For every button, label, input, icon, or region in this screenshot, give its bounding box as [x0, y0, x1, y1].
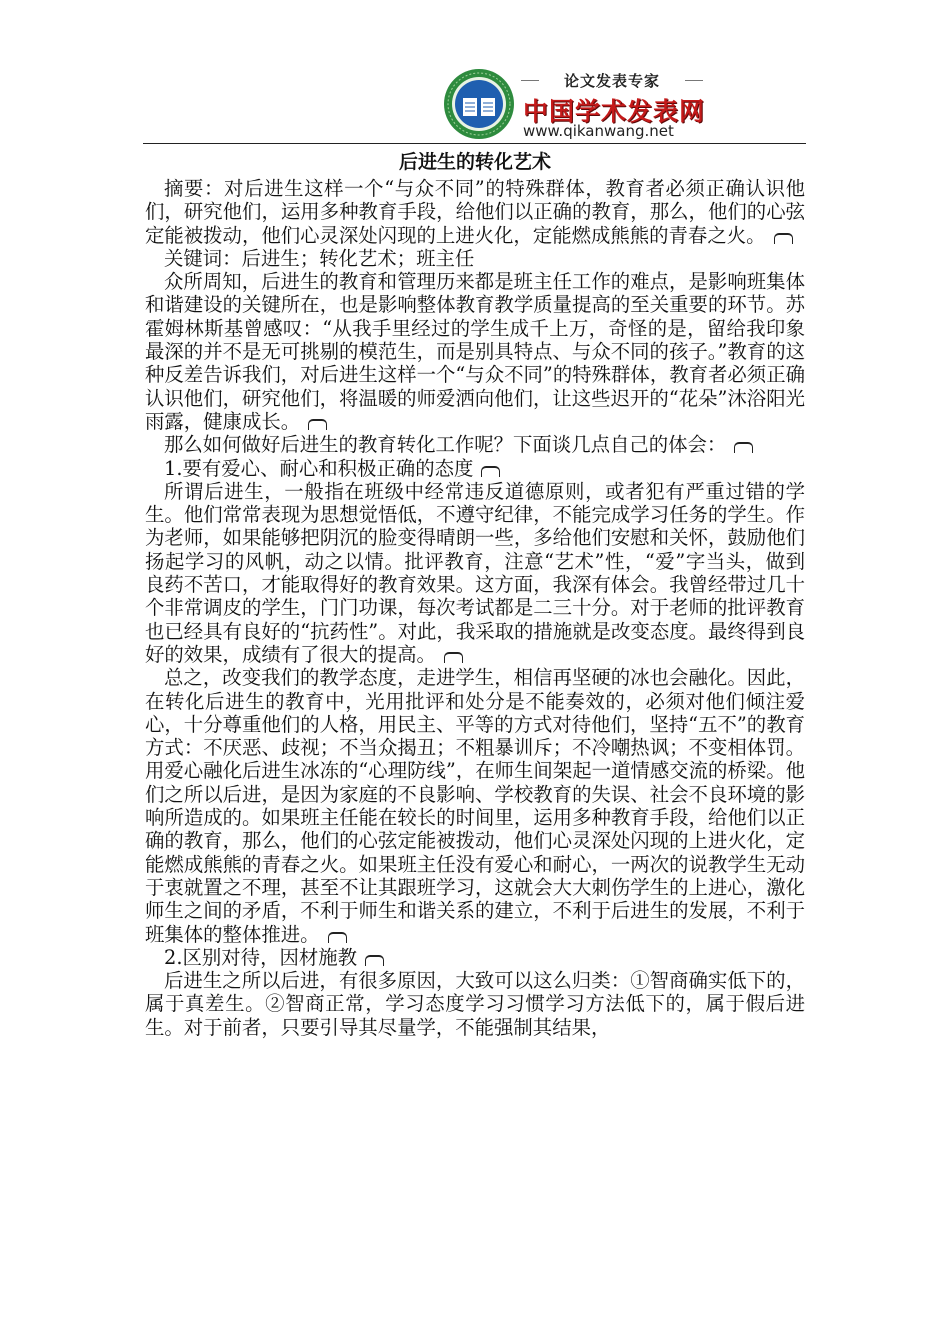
paragraph-text: 那么如何做好后进生的教育转化工作呢？下面谈几点自己的体会： — [164, 433, 727, 457]
paragraph-text: 总之，改变我们的教学态度，走进学生，相信再坚硬的冰也会融化。因此，在转化后进生的教育中，光用批评和处分是不能奏效的，必须对他们倾注爱心，十分尊重他们的人格，用民主、平等的方式对待他们，坚持“五不”的教育方式：不厌恶、歧视；不当众揭丑；不粗暴训斥；不冷嘲热讽；不变相体罚。用爱心融化后进生冰冻的“心理防线”，在师生间架起一道情感交流的桥梁。他们之所以后进，是因为家庭的不良影响、学校教育的失误、社会不良环境的影响所造成的。如果班主任能在较长的时间里，运用多种教育手段，给他们以正确的教育，那么，他们的心弦定能被拨动，他们心灵深处闪现的上进火化，定能燃成熊熊的青春之火。如果班主任没有爱心和耐心，一两次的说教学生无动于衷就置之不理，甚至不让其跟班学习，这就会大大刺伤学生的上进心，激化师生之间的矛盾，不利于师生和谐关系的建立，不利于后进生的发展，不利于班集体的整体推进。 — [145, 666, 805, 946]
paragraph-text: 摘要：对后进生这样一个“与众不同”的特殊群体，教育者必须正确认识他们，研究他们，运用多种教育手段，给他们以正确的教育，那么，他们的心弦定能被拨动，他们心灵深处闪现的上进火化，定能燃成熊熊的青春之火。 — [145, 177, 805, 247]
return-mark-icon — [481, 466, 500, 477]
paragraph-text: 众所周知，后进生的教育和管理历来都是班主任工作的难点，是影响班集体和谐建设的关键所在，也是影响整体教育教学质量提高的至关重要的环节。苏霍姆林斯基曾感叹：“从我手里经过的学生成千上万，奇怪的是，留给我印象最深的并不是无可挑剔的模范生，而是别具特点、与众不同的孩子。”教育的这种反差告诉我们，对后进生这样一个“与众不同”的特殊群体，教育者必须正确认识他们，研究他们，将温暖的师爱洒向他们，让这些迟开的“花朵”沐浴阳光雨露，健康成长。 — [145, 270, 805, 433]
return-mark-icon — [774, 233, 793, 244]
paragraph-text: 2.区别对待，因材施教 — [164, 945, 358, 969]
body-paragraph — [145, 666, 805, 946]
return-mark-icon — [734, 442, 753, 453]
section-heading — [145, 457, 805, 480]
paragraph-text: 所谓后进生，一般指在班级中经常违反道德原则，或者犯有严重过错的学生。他们常常表现为思想觉悟低，不遵守纪律，不能完成学习任务的学生。作为老师，如果能够把阴沉的脸变得晴朗一些，多给他们安慰和关怀，鼓励他们扬起学习的风帆，动之以情。批评教育，注意“艺术”性，“爱”字当头，做到良药不苦口，才能取得好的教育效果。这方面，我深有体会。我曾经带过几十个非常调皮的学生，门门功课，每次考试都是二三十分。对于老师的批评教育也已经具有良好的“抗药性”。对此，我采取的措施就是改变态度。最终得到良好的效果，成绩有了很大的提高。 — [145, 479, 805, 666]
logo-tagline — [521, 70, 703, 92]
section-heading — [145, 946, 805, 969]
article-title: 后进生的转化艺术 — [398, 151, 551, 173]
header-divider — [143, 143, 806, 144]
paragraph-text: 后进生之所以后进，有很多原因，大致可以这么归类：①智商确实低下的，属于真差生。②智商正常，学习态度学习习惯学习方法低下的，属于假后进生。对于前者，只要引导其尽量学，不能强制其结果， — [145, 969, 805, 1039]
logo-title: 中国学术发表网 — [523, 97, 706, 126]
body-paragraph — [145, 433, 805, 456]
return-mark-icon — [365, 955, 384, 966]
return-mark-icon — [444, 652, 463, 663]
logo-tagline-text: 论文发表专家 — [539, 70, 685, 91]
logo-emblem-icon — [443, 68, 515, 140]
article — [145, 148, 805, 1039]
body-paragraph — [145, 480, 805, 666]
body-paragraph — [145, 270, 805, 433]
logo-url[interactable]: www.qikanwang.net — [523, 122, 674, 140]
site-logo[interactable] — [443, 68, 705, 140]
paragraph-text: 关键词：后进生；转化艺术；班主任 — [164, 246, 475, 270]
return-mark-icon — [328, 932, 347, 943]
body-paragraph — [145, 969, 805, 1039]
abstract-paragraph — [145, 177, 805, 247]
keywords-paragraph — [145, 247, 805, 270]
paragraph-text: 1.要有爱心、耐心和积极正确的态度 — [164, 456, 474, 480]
return-mark-icon — [308, 419, 327, 430]
